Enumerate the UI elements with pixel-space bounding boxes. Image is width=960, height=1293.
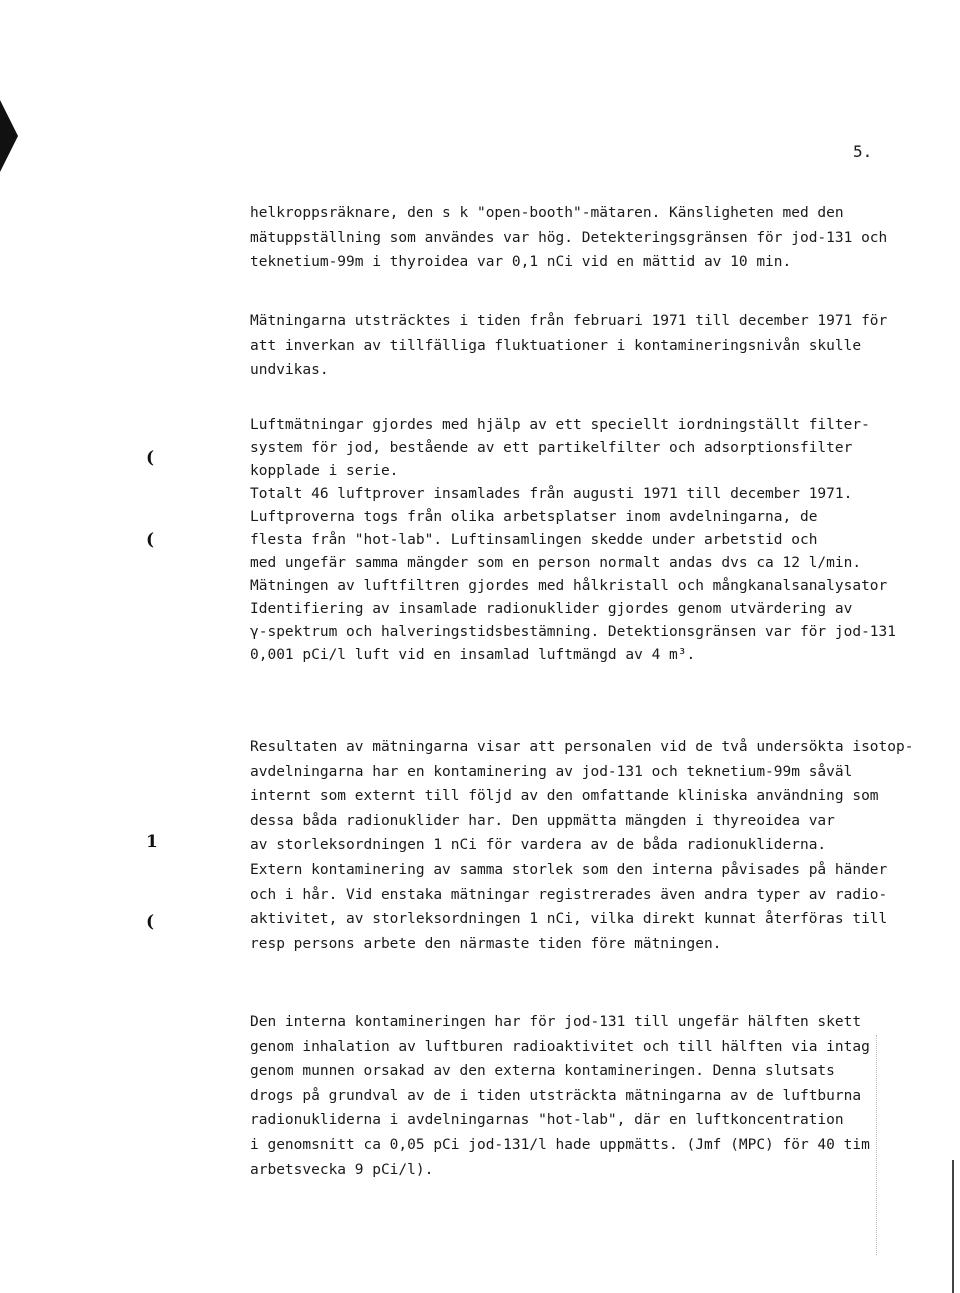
text-line: radionukliderna i avdelningarnas "hot-lab", där en luftkoncentration — [250, 1112, 844, 1129]
text-line: att inverkan av tillfälliga fluktuationer i kontamineringsnivån skulle — [250, 337, 862, 354]
page-number: 5. — [853, 142, 873, 161]
text-line: γ-spektrum och halveringstidsbestämning. Detektionsgränsen var för jod-131 — [250, 624, 897, 640]
paragraph-5 — [250, 1010, 870, 1182]
text-line: arbetsvecka 9 pCi/l). — [250, 1161, 434, 1178]
paragraph-1 — [250, 201, 887, 275]
left-edge-scan-mark — [0, 100, 18, 172]
margin-mark: ( — [146, 448, 155, 468]
text-line: genom munnen orsakad av den externa kontamineringen. Denna slutsats — [250, 1063, 835, 1080]
text-line: mätuppställning som användes var hög. Detekteringsgränsen för jod-131 och — [250, 229, 888, 246]
text-line: drogs på grundval av de i tiden utsträckta mätningarna av de luftburna — [250, 1087, 862, 1104]
text-line: Luftproverna togs från olika arbetsplatser inom avdelningarna, de — [250, 509, 818, 525]
text-line: genom inhalation av luftburen radioaktivitet och till hälften via intag — [250, 1038, 870, 1055]
text-line: kopplade i serie. — [250, 463, 399, 479]
text-line: i genomsnitt ca 0,05 pCi jod-131/l hade uppmätts. (Jmf (MPC) för 40 tim — [250, 1136, 870, 1153]
text-line: resp persons arbete den närmaste tiden före mätningen. — [250, 935, 722, 952]
text-line: teknetium-99m i thyroidea var 0,1 nCi vid en mättid av 10 min. — [250, 254, 792, 271]
text-line: internt som externt till följd av den omfattande kliniska användning som — [250, 788, 879, 805]
scan-artifact-dots — [876, 1035, 878, 1255]
text-line: Mätningarna utsträcktes i tiden från februari 1971 till december 1971 för — [250, 313, 888, 329]
text-line: 0,001 pCi/l luft vid en insamlad luftmängd av 4 m³. — [250, 647, 696, 663]
margin-mark: ( — [146, 530, 155, 550]
text-line: av storleksordningen 1 nCi för vardera av de båda radionukliderna. — [250, 837, 827, 854]
paragraph-2 — [250, 309, 887, 383]
text-line: undvikas. — [250, 362, 329, 379]
text-line: avdelningarna har en kontaminering av jod-131 och teknetium-99m såväl — [250, 763, 853, 780]
text-line: flesta från "hot-lab". Luftinsamlingen skedde under arbetstid och — [250, 532, 818, 548]
text-line: Den interna kontamineringen har för jod-131 till ungefär hälften skett — [250, 1014, 862, 1030]
margin-mark: 1 — [146, 832, 158, 852]
text-line: Mätningen av luftfiltren gjordes med hålkristall och mångkanalsanalysator — [250, 578, 888, 594]
paragraph-3 — [250, 414, 896, 667]
text-line: Extern kontaminering av samma storlek som den interna påvisades på händer — [250, 861, 888, 878]
margin-mark: ( — [146, 912, 155, 932]
scan-artifact-edge — [952, 1160, 954, 1293]
text-line: med ungefär samma mängder som en person normalt andas dvs ca 12 l/min. — [250, 555, 862, 571]
text-line: och i hår. Vid enstaka mätningar registrerades även andra typer av radio- — [250, 886, 888, 903]
text-line: Resultaten av mätningarna visar att personalen vid de två undersökta isotop- — [250, 739, 914, 755]
text-line: aktivitet, av storleksordningen 1 nCi, vilka direkt kunnat återföras till — [250, 911, 888, 928]
text-line: dessa båda radionuklider har. Den uppmätta mängden i thyreoidea var — [250, 812, 835, 829]
text-line: Identifiering av insamlade radionuklider gjordes genom utvärdering av — [250, 601, 853, 617]
text-line: Luftmätningar gjordes med hjälp av ett speciellt iordningställt filter- — [250, 417, 870, 433]
paragraph-4 — [250, 735, 913, 956]
text-line: helkroppsräknare, den s k "open-booth"-mätaren. Känsligheten med den — [250, 205, 844, 221]
text-line: system för jod, bestående av ett partikelfilter och adsorptionsfilter — [250, 440, 853, 456]
text-line: Totalt 46 luftprover insamlades från augusti 1971 till december 1971. — [250, 486, 853, 502]
